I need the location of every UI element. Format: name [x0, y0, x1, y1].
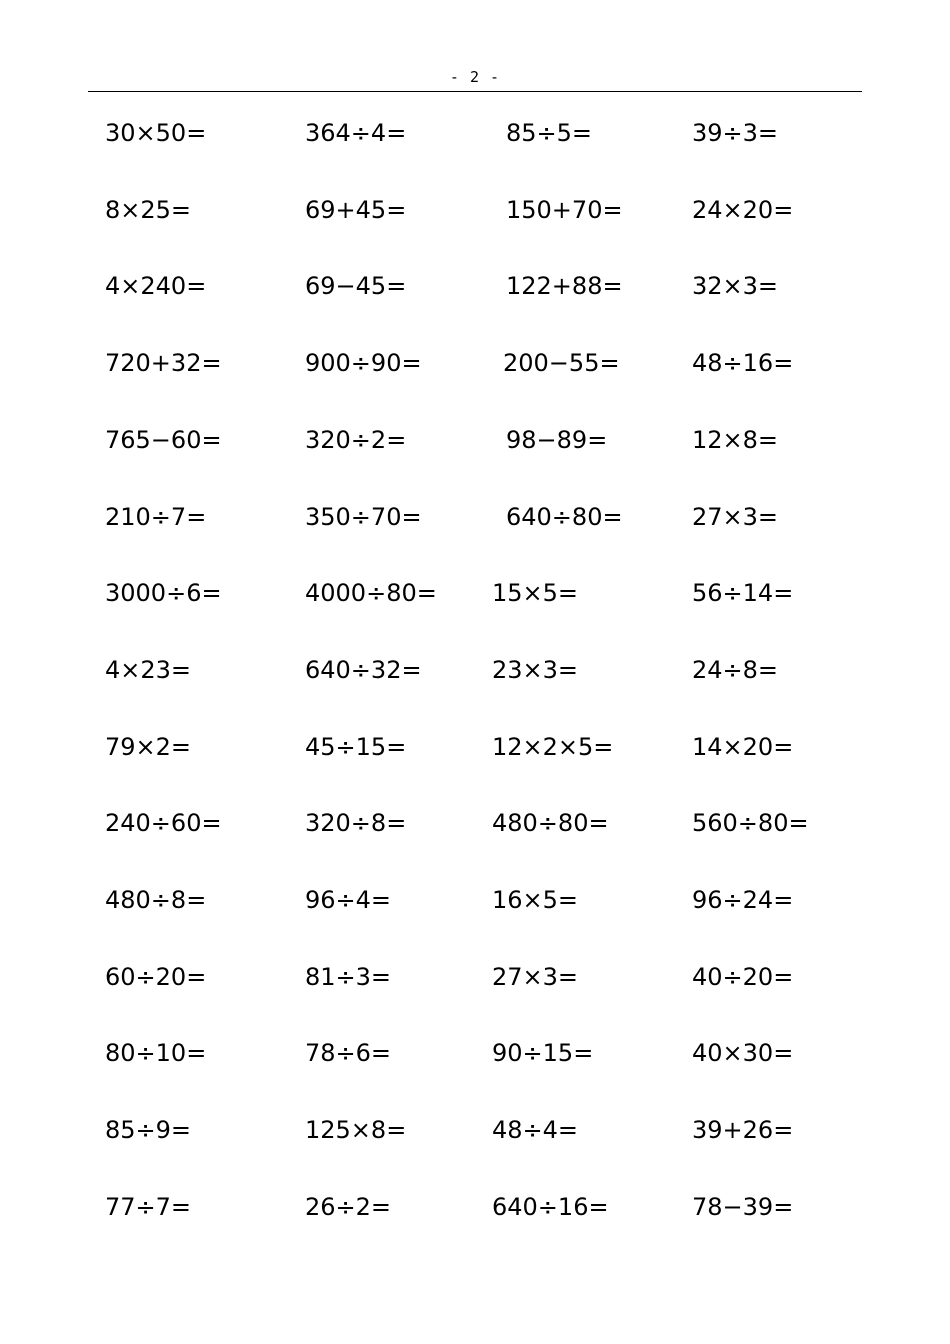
problem-item: 69+45=: [305, 195, 407, 224]
problem-item: 122+88=: [506, 272, 623, 301]
problem-item: 350÷70=: [305, 502, 422, 531]
problem-item: 12×8=: [692, 425, 779, 454]
problem-row: [0, 1110, 950, 1150]
problem-row: [0, 1187, 950, 1227]
problem-item: 16×5=: [492, 886, 579, 914]
problem-item: 27×3=: [492, 962, 579, 991]
problem-row: [0, 803, 950, 843]
problem-row: [0, 497, 950, 537]
problem-item: 40÷20=: [692, 962, 794, 991]
problem-item: 640÷16=: [492, 1192, 609, 1221]
problem-item: 60÷20=: [105, 962, 207, 991]
problem-row: [0, 266, 950, 306]
problem-item: 69−45=: [305, 272, 407, 301]
problem-row: [0, 880, 950, 920]
problem-item: 560÷80=: [692, 809, 809, 838]
problem-row: [0, 190, 950, 230]
problem-row: [0, 727, 950, 767]
problem-item: 96÷4=: [305, 886, 392, 914]
problem-item: 27×3=: [692, 502, 779, 531]
problem-item: 85÷5=: [506, 119, 593, 147]
problem-item: 640÷32=: [305, 655, 422, 684]
problem-item: 45÷15=: [305, 732, 407, 761]
problem-item: 3000÷6=: [105, 579, 222, 608]
header-rule: [88, 91, 862, 92]
problem-item: 125×8=: [305, 1116, 407, 1145]
problem-row: [0, 343, 950, 383]
problem-row: [0, 1033, 950, 1073]
problem-item: 78−39=: [692, 1192, 794, 1221]
problem-item: 480÷80=: [492, 809, 609, 838]
problem-item: 56÷14=: [692, 579, 794, 608]
problem-item: 12×2×5=: [492, 732, 614, 761]
problem-item: 96÷24=: [692, 886, 794, 914]
problem-row: [0, 650, 950, 690]
problem-item: 4000÷80=: [305, 579, 437, 608]
problem-row: [0, 957, 950, 997]
problem-item: 200−55=: [503, 349, 620, 378]
problem-item: 4×23=: [105, 655, 192, 684]
problem-item: 8×25=: [105, 195, 192, 224]
problem-item: 210÷7=: [105, 502, 207, 531]
problem-row: [0, 573, 950, 613]
page-number: - 2 -: [449, 68, 501, 86]
problem-item: 24÷8=: [692, 655, 779, 684]
problem-item: 48÷16=: [692, 349, 794, 378]
problem-row: [0, 113, 950, 153]
problem-item: 640÷80=: [506, 502, 623, 531]
problem-row: [0, 420, 950, 460]
problem-item: 85÷9=: [105, 1116, 192, 1145]
problem-item: 15×5=: [492, 579, 579, 608]
problem-item: 48÷4=: [492, 1116, 579, 1145]
problem-item: 90÷15=: [492, 1039, 594, 1068]
problem-item: 78÷6=: [305, 1039, 392, 1068]
problem-item: 77÷7=: [105, 1192, 192, 1221]
problem-item: 480÷8=: [105, 886, 207, 914]
problem-item: 150+70=: [506, 195, 623, 224]
problem-item: 26÷2=: [305, 1192, 392, 1221]
problem-item: 79×2=: [105, 732, 192, 761]
problem-item: 900÷90=: [305, 349, 422, 378]
problem-item: 39+26=: [692, 1116, 794, 1145]
problem-item: 39÷3=: [692, 119, 779, 147]
problem-item: 80÷10=: [105, 1039, 207, 1068]
problem-item: 320÷2=: [305, 425, 407, 454]
problem-item: 32×3=: [692, 272, 779, 301]
problem-item: 24×20=: [692, 195, 794, 224]
problem-item: 4×240=: [105, 272, 207, 301]
problem-item: 23×3=: [492, 655, 579, 684]
problem-item: 81÷3=: [305, 962, 392, 991]
problem-item: 765−60=: [105, 425, 222, 454]
problem-item: 720+32=: [105, 349, 222, 378]
problem-item: 320÷8=: [305, 809, 407, 838]
problem-item: 30×50=: [105, 119, 207, 147]
problem-item: 364÷4=: [305, 119, 407, 147]
problem-item: 40×30=: [692, 1039, 794, 1068]
problem-item: 14×20=: [692, 732, 794, 761]
problem-item: 240÷60=: [105, 809, 222, 838]
problem-item: 98−89=: [506, 425, 608, 454]
